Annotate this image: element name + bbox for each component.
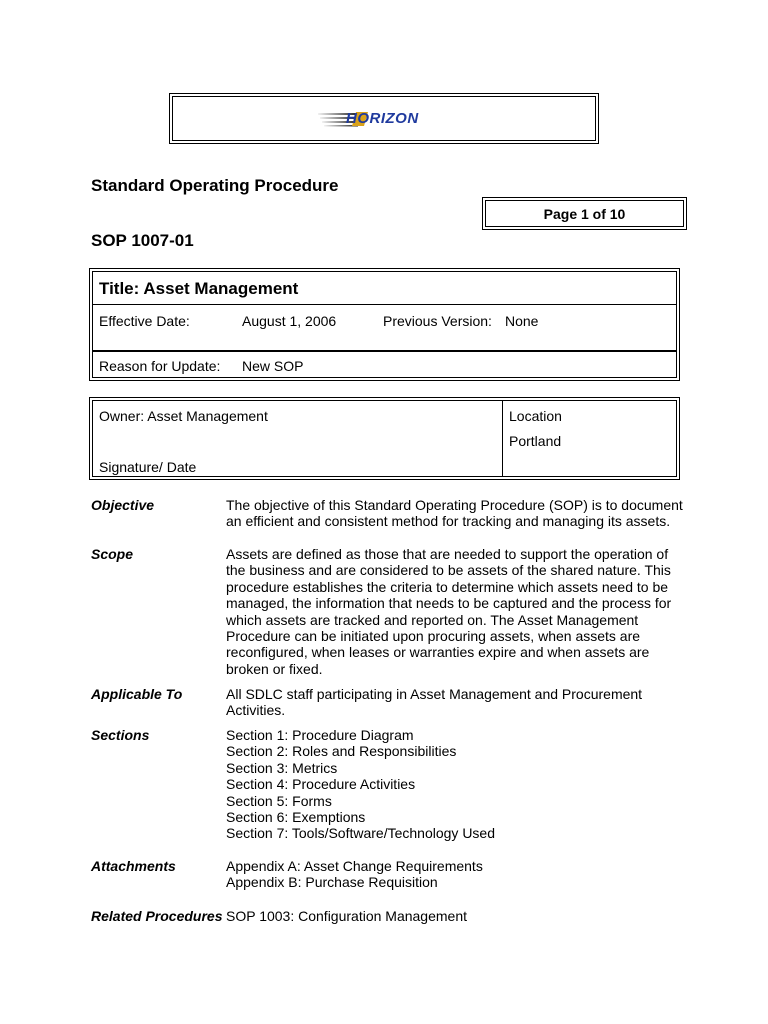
applicable-to-label: Applicable To	[91, 686, 183, 702]
scope-line: managed, the information that needs to be captured and the process for	[226, 595, 672, 612]
objective-label: Objective	[91, 497, 155, 513]
previous-version-label: Previous Version:	[383, 313, 492, 329]
document-type-heading: Standard Operating Procedure	[91, 176, 339, 195]
section-item: Section 2: Roles and Responsibilities	[226, 743, 457, 760]
scope-line: the business and are considered to be assets of the shared nature. This	[226, 562, 671, 579]
title-table	[89, 268, 680, 381]
location-value: Portland	[509, 433, 562, 449]
objective-line: an efficient and consistent method for tracking and managing its assets.	[226, 513, 671, 530]
sections-list	[226, 727, 676, 842]
related-procedures-list	[226, 908, 676, 924]
effective-date-value: August 1, 2006	[242, 313, 337, 329]
previous-version-value: None	[505, 313, 539, 329]
attachments-label: Attachments	[91, 858, 176, 874]
title-row	[93, 272, 676, 305]
page-indicator-text: Page 1 of 10	[543, 205, 626, 222]
attachment-item: Appendix B: Purchase Requisition	[226, 874, 438, 891]
section-item: Section 3: Metrics	[226, 759, 338, 776]
effective-date-label: Effective Date:	[99, 313, 190, 329]
attachment-item: Appendix A: Asset Change Requirements	[226, 858, 483, 874]
reason-row	[93, 352, 676, 380]
objective-text	[226, 497, 683, 530]
scope-line: procedure establishes the criteria to determine which assets need to be	[226, 578, 669, 595]
section-item: Section 6: Exemptions	[226, 809, 366, 826]
location-label: Location	[509, 408, 562, 424]
section-item: Section 7: Tools/Software/Technology Used	[226, 825, 496, 842]
company-logo	[318, 111, 440, 127]
scope-line: broken or fixed.	[226, 660, 323, 677]
logo-text: HORIZON	[346, 110, 419, 127]
signature-label: Signature/ Date	[99, 459, 197, 475]
scope-label: Scope	[91, 546, 134, 562]
related-procedure-item: SOP 1003: Configuration Management	[226, 908, 468, 924]
effective-date-row	[93, 304, 676, 352]
sop-number: SOP 1007-01	[91, 231, 194, 250]
section-item: Section 4: Procedure Activities	[226, 776, 416, 793]
scope-line: Assets are defined as those that are needed to support the operation of	[226, 546, 669, 562]
objective-line: The objective of this Standard Operating Procedure (SOP) is to document	[226, 497, 683, 513]
section-item: Section 1: Procedure Diagram	[226, 727, 414, 743]
document-title: Title: Asset Management	[99, 279, 299, 298]
applicable-to-text	[226, 686, 676, 719]
section-item: Section 5: Forms	[226, 792, 332, 809]
owner-table	[89, 397, 680, 480]
scope-text	[226, 546, 676, 677]
related-procedures-label: Related Procedures	[91, 908, 223, 924]
scope-line: which assets are tracked and reported on. The Asset Management	[226, 611, 639, 628]
attachments-list	[226, 858, 676, 891]
scope-line: Procedure can be initiated upon procuring assets, when assets are	[226, 628, 641, 645]
owner-text: Owner: Asset Management	[99, 408, 268, 424]
applicable-to-line: Activities.	[226, 702, 286, 719]
sections-label: Sections	[91, 727, 150, 743]
reason-value: New SOP	[242, 358, 304, 374]
scope-line: reconfigured, when leases or warranties expire and when assets are	[226, 644, 650, 661]
page-indicator	[482, 197, 687, 230]
owner-divider	[502, 401, 503, 476]
applicable-to-line: All SDLC staff participating in Asset Management and Procurement	[226, 686, 643, 702]
logo-frame	[169, 93, 599, 144]
reason-label: Reason for Update:	[99, 358, 221, 374]
